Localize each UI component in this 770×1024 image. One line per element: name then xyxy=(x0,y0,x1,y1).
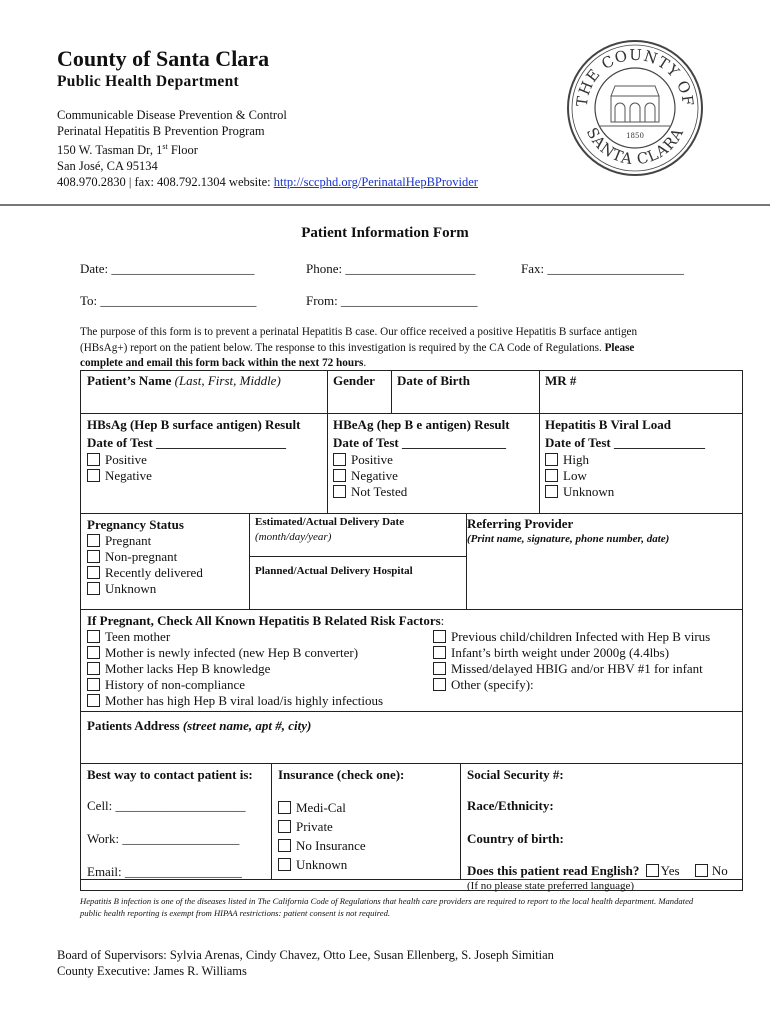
reporting-footnote: Hepatitis B infection is one of the diseases listed in The California Code of Regulations that health care providers are required to report to the local health department. Mandated public health reporting is exempt from HIPAA restrictions: patient consent is not required. xyxy=(80,896,694,918)
risk-factors-section xyxy=(87,612,737,708)
insurance-option[interactable]: Unknown xyxy=(278,855,366,874)
checkbox[interactable] xyxy=(433,646,446,659)
risk-factor-option[interactable]: Previous child/children Infected with Hep B virus xyxy=(433,629,710,645)
hbeag-title: HBeAg (hep B e antigen) Result xyxy=(333,417,510,432)
date-field[interactable]: Date: ______________________ xyxy=(80,261,255,276)
country-of-birth-field[interactable]: Country of birth: xyxy=(467,831,564,846)
hbeag-option[interactable]: Not Tested xyxy=(333,484,537,500)
from-field[interactable]: From: _____________________ xyxy=(306,293,478,308)
risk-factor-option[interactable]: Mother is newly infected (new Hep B converter) xyxy=(87,645,383,661)
county-name: County of Santa Clara xyxy=(57,46,270,71)
checkbox[interactable] xyxy=(433,662,446,675)
checkbox[interactable] xyxy=(333,485,346,498)
phone-field[interactable]: Phone: ____________________ xyxy=(306,261,476,276)
checkbox[interactable] xyxy=(333,469,346,482)
viral-load-option[interactable]: Low xyxy=(545,468,740,484)
ssn-field[interactable]: Social Security #: xyxy=(467,767,564,782)
insurance-option[interactable]: Private xyxy=(278,817,366,836)
delivery-hospital-field[interactable]: Planned/Actual Delivery Hospital xyxy=(255,565,413,577)
risk-factor-option[interactable]: Missed/delayed HBIG and/or HBV #1 for infant xyxy=(433,661,710,677)
dob-field[interactable]: Date of Birth xyxy=(397,373,470,388)
svg-text:THE COUNTY OF: THE COUNTY OF xyxy=(572,45,698,108)
patient-form-grid xyxy=(80,370,743,891)
pregnancy-option[interactable]: Recently delivered xyxy=(87,565,247,581)
checkbox[interactable] xyxy=(87,534,100,547)
referring-provider-field[interactable]: Referring Provider (Print name, signature, phone number, date) xyxy=(467,516,670,545)
gender-field[interactable]: Gender xyxy=(333,373,375,388)
risk-factor-option[interactable]: Mother has high Hep B viral load/is highly infectious xyxy=(87,693,383,709)
purpose-text: The purpose of this form is to prevent a perinatal Hepatitis B case. Our office received a positive Hepatitis B surface antigen (HBsAg+) report on the patient below. The response to this investigation is required by the CA Code of Regulations. Please complete and email this form back within the next 72 hours. xyxy=(80,326,638,369)
svg-text:1850: 1850 xyxy=(626,132,644,140)
checkbox[interactable] xyxy=(545,469,558,482)
checkbox[interactable] xyxy=(87,453,100,466)
checkbox[interactable] xyxy=(87,630,100,643)
viral-load-title: Hepatitis B Viral Load xyxy=(545,417,672,432)
cell-phone-field[interactable]: Cell: ____________________ xyxy=(87,798,246,813)
hbsag-date-field[interactable]: Date of Test ____________________ xyxy=(87,435,286,450)
division-line: Communicable Disease Prevention & Control xyxy=(57,108,287,122)
preferred-language-hint: (If no please state preferred language) xyxy=(467,880,635,892)
race-ethnicity-field[interactable]: Race/Ethnicity: xyxy=(467,798,554,813)
street-line: 150 W. Tasman Dr, 1st Floor xyxy=(57,142,198,158)
viral-load-date-field[interactable]: Date of Test ______________ xyxy=(545,435,705,450)
no-checkbox[interactable] xyxy=(695,864,708,877)
checkbox[interactable] xyxy=(87,566,100,579)
hbeag-option[interactable]: Negative xyxy=(333,468,537,484)
checkbox[interactable] xyxy=(278,839,291,852)
pregnancy-option[interactable]: Unknown xyxy=(87,581,247,597)
work-phone-field[interactable]: Work: __________________ xyxy=(87,831,240,846)
website-link[interactable]: http://sccphd.org/PerinatalHepBProvider xyxy=(273,174,478,189)
checkbox[interactable] xyxy=(278,820,291,833)
checkbox[interactable] xyxy=(87,662,100,675)
pregnancy-option[interactable]: Non-pregnant xyxy=(87,549,247,565)
fax-field[interactable]: Fax: _____________________ xyxy=(521,261,684,276)
checkbox[interactable] xyxy=(278,801,291,814)
hbsag-title: HBsAg (Hep B surface antigen) Result xyxy=(87,417,301,432)
pregnancy-status-title: Pregnancy Status xyxy=(87,517,184,532)
to-field[interactable]: To: ________________________ xyxy=(80,293,257,308)
risk-factor-option[interactable]: History of non-compliance xyxy=(87,677,383,693)
viral-load-option[interactable]: Unknown xyxy=(545,484,740,500)
checkbox[interactable] xyxy=(87,646,100,659)
patient-name-field[interactable]: Patient’s Name (Last, First, Middle) xyxy=(87,373,281,388)
yes-checkbox[interactable] xyxy=(646,864,659,877)
checkbox[interactable] xyxy=(87,694,100,707)
risk-factor-option[interactable]: Teen mother xyxy=(87,629,383,645)
program-line: Perinatal Hepatitis B Prevention Program xyxy=(57,123,265,138)
contact-method-section xyxy=(87,766,269,879)
form-title: Patient Information Form xyxy=(301,225,469,241)
hbeag-option[interactable]: Positive xyxy=(333,452,537,468)
insurance-option[interactable]: No Insurance xyxy=(278,836,366,855)
email-field[interactable]: Email: __________________ xyxy=(87,864,242,879)
viral-load-section xyxy=(545,416,740,500)
checkbox[interactable] xyxy=(545,453,558,466)
hbsag-section xyxy=(87,416,325,484)
department-name: Public Health Department xyxy=(57,73,239,90)
checkbox[interactable] xyxy=(87,582,100,595)
patient-address-field[interactable]: Patients Address (street name, apt #, city) xyxy=(87,718,312,733)
hbsag-option[interactable]: Negative xyxy=(87,468,325,484)
mr-number-field[interactable]: MR # xyxy=(545,373,577,388)
checkbox[interactable] xyxy=(87,469,100,482)
insurance-section xyxy=(278,766,458,872)
demographics-section xyxy=(467,766,739,878)
reads-english-question: Does this patient read English? Yes No xyxy=(467,863,728,878)
checkbox[interactable] xyxy=(87,550,100,563)
board-of-supervisors: Board of Supervisors: Sylvia Arenas, Cindy Chavez, Otto Lee, Susan Ellenberg, S. Joseph Simitian County Executive: James R. Williams xyxy=(57,948,554,978)
checkbox[interactable] xyxy=(333,453,346,466)
contact-method-title: Best way to contact patient is: xyxy=(87,767,253,782)
checkbox[interactable] xyxy=(278,858,291,871)
insurance-option[interactable]: Medi-Cal xyxy=(278,798,366,817)
county-seal-logo xyxy=(565,38,705,178)
city-line: San José, CA 95134 xyxy=(57,158,158,173)
pregnancy-option[interactable]: Pregnant xyxy=(87,533,247,549)
risk-factors-title: If Pregnant, Check All Known Hepatitis B Related Risk Factors: xyxy=(87,613,445,628)
checkbox[interactable] xyxy=(545,485,558,498)
viral-load-option[interactable]: High xyxy=(545,452,740,468)
checkbox[interactable] xyxy=(433,630,446,643)
risk-factor-option[interactable]: Mother lacks Hep B knowledge xyxy=(87,661,383,677)
insurance-title: Insurance (check one): xyxy=(278,767,405,782)
hbsag-option[interactable]: Positive xyxy=(87,452,325,468)
contact-line: 408.970.2830 | fax: 408.792.1304 website: http://sccphd.org/PerinatalHepBProvider xyxy=(57,174,478,189)
pregnancy-status-section xyxy=(87,516,247,597)
risk-factor-option[interactable]: Other (specify): xyxy=(433,677,710,693)
svg-text:SANTA CLARA: SANTA CLARA xyxy=(582,124,688,169)
address-block xyxy=(57,108,478,190)
delivery-date-field[interactable]: Estimated/Actual Delivery Date (month/day/year) xyxy=(255,516,405,543)
checkbox[interactable] xyxy=(87,678,100,691)
hbeag-section xyxy=(333,416,537,500)
checkbox[interactable] xyxy=(433,678,446,691)
header-divider xyxy=(0,204,770,206)
risk-factor-option[interactable]: Infant’s birth weight under 2000g (4.4lbs) xyxy=(433,645,710,661)
hbeag-date-field[interactable]: Date of Test ________________ xyxy=(333,435,506,450)
